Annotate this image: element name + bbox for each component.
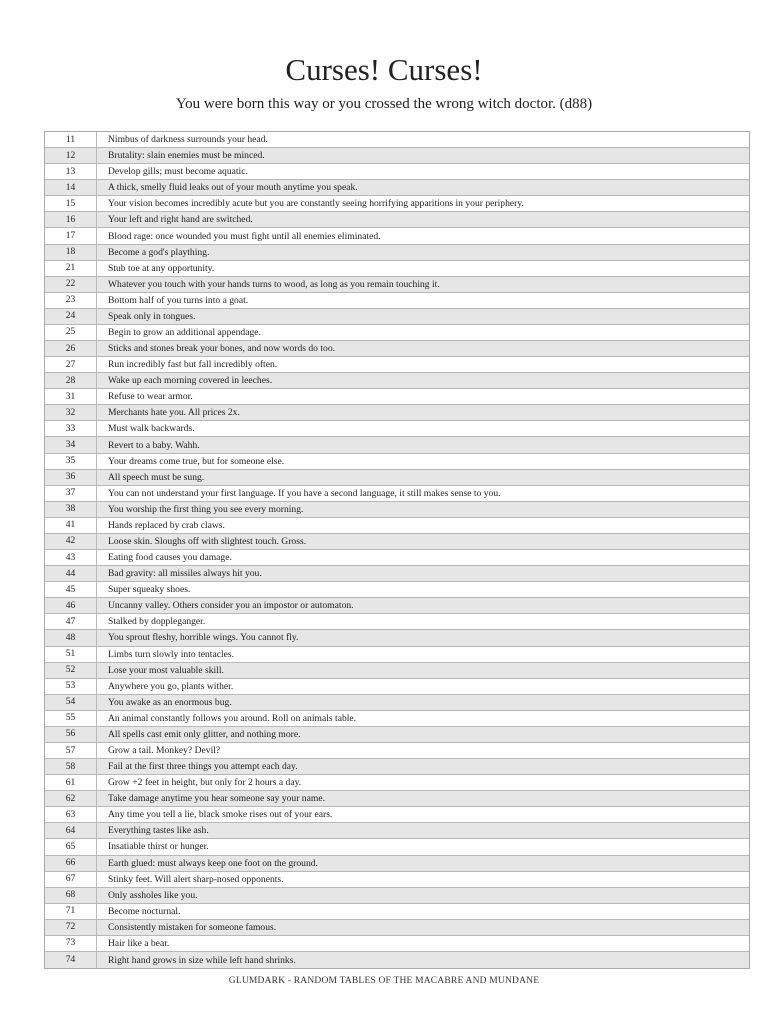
roll-number: 32 xyxy=(45,405,97,420)
table-row xyxy=(45,245,749,261)
table-row xyxy=(45,566,749,582)
table-row xyxy=(45,405,749,421)
table-row xyxy=(45,293,749,309)
table-row xyxy=(45,872,749,888)
roll-number: 68 xyxy=(45,888,97,903)
table-row xyxy=(45,502,749,518)
table-row xyxy=(45,212,749,228)
table-row xyxy=(45,920,749,936)
roll-number: 37 xyxy=(45,486,97,501)
table-row xyxy=(45,357,749,373)
curse-text: Insatiable thirst or hunger. xyxy=(108,841,209,853)
curse-text: Blood rage: once wounded you must fight until all enemies eliminated. xyxy=(108,230,381,242)
curse-text: Become nocturnal. xyxy=(108,905,181,917)
roll-number: 35 xyxy=(45,454,97,469)
table-row xyxy=(45,856,749,872)
table-row xyxy=(45,518,749,534)
curse-text: Earth glued: must always keep one foot on the ground. xyxy=(108,857,318,869)
curse-text: Your dreams come true, but for someone else. xyxy=(108,455,285,467)
curse-text: Stalked by doppleganger. xyxy=(108,616,206,628)
curse-text: Begin to grow an additional appendage. xyxy=(108,326,261,338)
table-row xyxy=(45,598,749,614)
roll-number: 41 xyxy=(45,518,97,533)
table-row xyxy=(45,454,749,470)
curse-text: Nimbus of darkness surrounds your head. xyxy=(108,134,268,146)
roll-number: 65 xyxy=(45,839,97,854)
roll-number: 11 xyxy=(45,132,97,147)
table-row xyxy=(45,421,749,437)
table-row xyxy=(45,582,749,598)
curse-text: You worship the first thing you see every morning. xyxy=(108,503,304,515)
roll-number: 34 xyxy=(45,437,97,452)
roll-number: 64 xyxy=(45,823,97,838)
roll-number: 55 xyxy=(45,711,97,726)
curse-text: You can not understand your first language. If you have a second language, it still makes sense to you. xyxy=(108,487,501,499)
curse-text: Any time you tell a lie, black smoke rises out of your ears. xyxy=(108,809,333,821)
curse-text: Run incredibly fast but fall incredibly often. xyxy=(108,359,278,371)
table-row xyxy=(45,888,749,904)
curse-text: Whatever you touch with your hands turns to wood, as long as you remain touching it. xyxy=(108,278,440,290)
roll-number: 26 xyxy=(45,341,97,356)
table-row xyxy=(45,839,749,855)
table-row xyxy=(45,711,749,727)
roll-number: 66 xyxy=(45,856,97,871)
roll-number: 67 xyxy=(45,872,97,887)
table-row xyxy=(45,904,749,920)
table-row xyxy=(45,325,749,341)
curse-text: Take damage anytime you hear someone say your name. xyxy=(108,793,325,805)
table-row xyxy=(45,470,749,486)
curse-text: You sprout fleshy, horrible wings. You cannot fly. xyxy=(108,632,299,644)
roll-number: 25 xyxy=(45,325,97,340)
table-row xyxy=(45,630,749,646)
table-row xyxy=(45,936,749,952)
table-row xyxy=(45,277,749,293)
roll-number: 24 xyxy=(45,309,97,324)
roll-number: 72 xyxy=(45,920,97,935)
roll-number: 44 xyxy=(45,566,97,581)
table-row xyxy=(45,807,749,823)
table-row xyxy=(45,679,749,695)
table-row xyxy=(45,759,749,775)
roll-number: 63 xyxy=(45,807,97,822)
curse-text: Wake up each morning covered in leeches. xyxy=(108,375,273,387)
roll-number: 43 xyxy=(45,550,97,565)
roll-number: 61 xyxy=(45,775,97,790)
curse-text: Bottom half of you turns into a goat. xyxy=(108,294,249,306)
table-row xyxy=(45,614,749,630)
roll-number: 33 xyxy=(45,421,97,436)
curse-text: Loose skin. Sloughs off with slightest touch. Gross. xyxy=(108,535,307,547)
roll-number: 48 xyxy=(45,630,97,645)
roll-number: 27 xyxy=(45,357,97,372)
roll-number: 62 xyxy=(45,791,97,806)
table-row xyxy=(45,534,749,550)
curse-text: Consistently mistaken for someone famous. xyxy=(108,921,277,933)
table-row xyxy=(45,952,749,968)
curse-text: Your left and right hand are switched. xyxy=(108,214,253,226)
table-row xyxy=(45,373,749,389)
table-row xyxy=(45,823,749,839)
roll-number: 36 xyxy=(45,470,97,485)
roll-number: 14 xyxy=(45,180,97,195)
page-footer: GLUMDARK - RANDOM TABLES OF THE MACABRE AND MUNDANE xyxy=(228,976,540,986)
table-row xyxy=(45,261,749,277)
curse-text: Refuse to wear armor. xyxy=(108,391,193,403)
table-row xyxy=(45,148,749,164)
roll-number: 58 xyxy=(45,759,97,774)
roll-number: 12 xyxy=(45,148,97,163)
roll-number: 21 xyxy=(45,261,97,276)
curse-text: Hands replaced by crab claws. xyxy=(108,519,225,531)
table-row xyxy=(45,389,749,405)
roll-number: 15 xyxy=(45,196,97,211)
curse-text: A thick, smelly fluid leaks out of your mouth anytime you speak. xyxy=(108,182,358,194)
roll-number: 51 xyxy=(45,647,97,662)
curse-text: An animal constantly follows you around. Roll on animals table. xyxy=(108,712,357,724)
curse-text: Anywhere you go, plants wither. xyxy=(108,680,234,692)
table-row xyxy=(45,309,749,325)
table-row xyxy=(45,437,749,453)
roll-number: 47 xyxy=(45,614,97,629)
roll-number: 52 xyxy=(45,663,97,678)
table-row xyxy=(45,228,749,244)
roll-number: 46 xyxy=(45,598,97,613)
table-row xyxy=(45,486,749,502)
curse-text: Right hand grows in size while left hand shrinks. xyxy=(108,954,296,966)
page-title: Curses! Curses! xyxy=(285,52,483,87)
table-row xyxy=(45,164,749,180)
curse-text: Everything tastes like ash. xyxy=(108,825,209,837)
roll-number: 54 xyxy=(45,695,97,710)
roll-number: 13 xyxy=(45,164,97,179)
roll-number: 17 xyxy=(45,228,97,243)
curse-text: Super squeaky shoes. xyxy=(108,584,191,596)
curse-text: Uncanny valley. Others consider you an impostor or automaton. xyxy=(108,600,354,612)
table-row xyxy=(45,743,749,759)
curse-text: Limbs turn slowly into tentacles. xyxy=(108,648,235,660)
curse-text: Grow +2 feet in height, but only for 2 hours a day. xyxy=(108,777,302,789)
curse-text: Lose your most valuable skill. xyxy=(108,664,224,676)
curse-text: Stinky feet. Will alert sharp-nosed opponents. xyxy=(108,873,284,885)
roll-number: 71 xyxy=(45,904,97,919)
curse-text: Sticks and stones break your bones, and now words do too. xyxy=(108,343,336,355)
roll-number: 16 xyxy=(45,212,97,227)
roll-number: 56 xyxy=(45,727,97,742)
curse-text: Brutality: slain enemies must be minced. xyxy=(108,150,265,162)
roll-number: 38 xyxy=(45,502,97,517)
curse-text: Must walk backwards. xyxy=(108,423,195,435)
roll-number: 53 xyxy=(45,679,97,694)
table-row xyxy=(45,775,749,791)
roll-number: 22 xyxy=(45,277,97,292)
table-row xyxy=(45,196,749,212)
roll-number: 18 xyxy=(45,245,97,260)
roll-number: 28 xyxy=(45,373,97,388)
curse-text: Develop gills; must become aquatic. xyxy=(108,166,248,178)
page-subtitle: You were born this way or you crossed the wrong witch doctor. (d88) xyxy=(175,96,593,112)
curse-text: Revert to a baby. Wahh. xyxy=(108,439,200,451)
roll-number: 42 xyxy=(45,534,97,549)
table-row xyxy=(45,647,749,663)
table-row xyxy=(45,550,749,566)
roll-number: 45 xyxy=(45,582,97,597)
table-row xyxy=(45,663,749,679)
curse-text: Stub toe at any opportunity. xyxy=(108,262,215,274)
curse-text: All spells cast emit only glitter, and nothing more. xyxy=(108,728,301,740)
curse-text: Only assholes like you. xyxy=(108,889,198,901)
roll-number: 74 xyxy=(45,952,97,968)
curse-text: You awake as an enormous bug. xyxy=(108,696,232,708)
curse-table xyxy=(44,131,750,969)
table-row xyxy=(45,695,749,711)
curse-text: Grow a tail. Monkey? Devil? xyxy=(108,745,221,756)
table-row xyxy=(45,180,749,196)
curse-text: Fail at the first three things you attempt each day. xyxy=(108,761,298,773)
curse-text: Bad gravity: all missiles always hit you. xyxy=(108,568,262,580)
roll-number: 73 xyxy=(45,936,97,951)
table-row xyxy=(45,341,749,357)
curse-text: Speak only in tongues. xyxy=(108,310,196,322)
curse-text: Merchants hate you. All prices 2x. xyxy=(108,407,240,419)
table-row xyxy=(45,132,749,148)
roll-number: 23 xyxy=(45,293,97,308)
curse-text: Eating food causes you damage. xyxy=(108,552,232,564)
table-row xyxy=(45,727,749,743)
roll-number: 31 xyxy=(45,389,97,404)
curse-text: Hair like a bear. xyxy=(108,937,170,949)
table-row xyxy=(45,791,749,807)
curse-text: Become a god's plaything. xyxy=(108,246,210,258)
curse-text: All speech must be sung. xyxy=(108,471,205,483)
roll-number: 57 xyxy=(45,743,97,758)
curse-text: Your vision becomes incredibly acute but you are constantly seeing horrifying apparitions in your periphery. xyxy=(108,198,524,210)
